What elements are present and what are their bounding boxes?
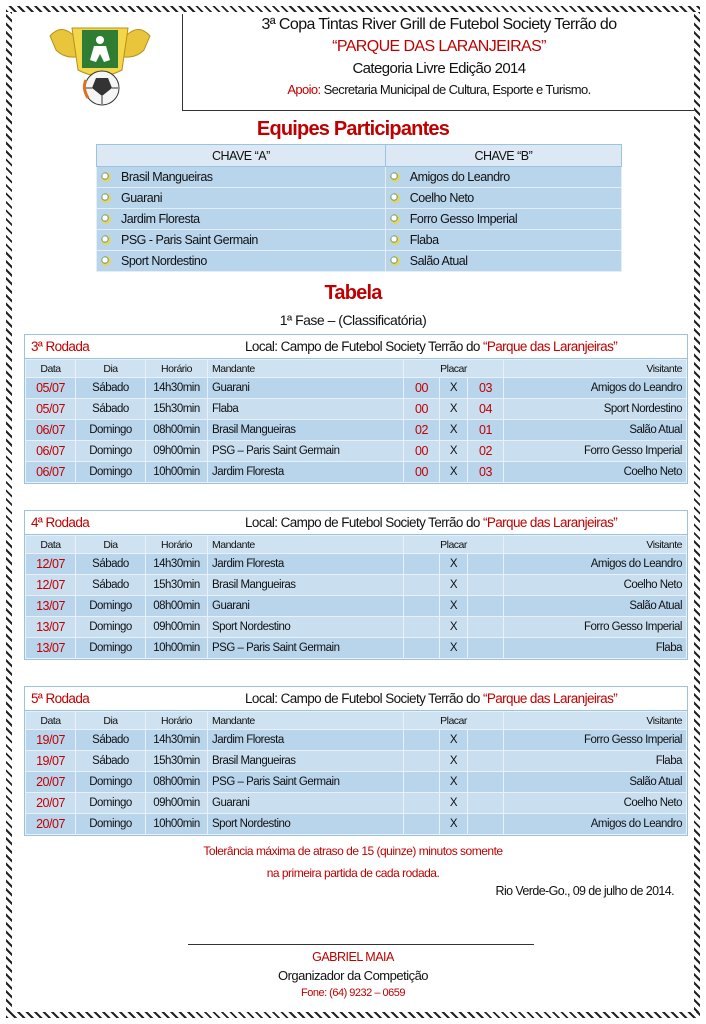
game-row [26,814,687,835]
game-row [26,441,687,462]
home-score [404,772,440,793]
game-day: Sábado [76,399,146,420]
header [12,12,694,112]
game-day: Domingo [76,814,146,835]
col-date: Data [26,536,76,554]
away-score [468,772,504,793]
game-time: 15h30min [146,751,208,772]
game-day: Domingo [76,617,146,638]
schedule-title: Tabela [324,282,382,304]
home-score: 02 [404,420,440,441]
home-team: PSG – Paris Saint Germain [208,772,404,793]
game-date: 20/07 [26,814,76,835]
away-team: Amigos do Leandro [504,378,687,399]
round-table [24,334,688,484]
versus-mark: X [440,638,468,659]
col-day: Dia [76,360,146,378]
home-team: Jardim Floresta [208,730,404,751]
home-team: Guarani [208,793,404,814]
game-day: Domingo [76,793,146,814]
game-time: 14h30min [146,730,208,751]
team-name: Jardim Floresta [121,212,200,226]
round-header [25,687,687,711]
organizer-role: Organizador da Competição [277,968,429,983]
team-name: Flaba [409,233,439,247]
team-a-cell [97,209,386,230]
games-table [25,711,687,835]
team-name: Coelho Neto [409,191,474,205]
game-day: Sábado [76,378,146,399]
away-score: 04 [468,399,504,420]
away-team: Amigos do Leandro [504,554,687,575]
game-row [26,638,687,659]
game-row [26,399,687,420]
away-score [468,554,504,575]
col-time: Horário [146,712,208,730]
versus-mark: X [440,751,468,772]
home-score [404,596,440,617]
game-time: 10h00min [146,638,208,659]
soccer-ball-icon [101,235,111,245]
versus-mark: X [440,399,468,420]
group-b-header: CHAVE “B” [385,145,621,167]
teams-table [96,144,622,272]
support-text: Secretaria Municipal de Cultura, Esporte e Turismo. [320,82,591,97]
away-score [468,617,504,638]
game-day: Domingo [76,462,146,483]
soccer-ball-icon [101,193,111,203]
soccer-ball-icon [390,172,400,182]
versus-mark: X [440,772,468,793]
header-divider-horizontal [182,110,694,111]
versus-mark: X [440,575,468,596]
team-name: Amigos do Leandro [409,170,510,184]
signature-line [188,944,534,945]
document-page [12,12,694,1012]
game-day: Sábado [76,730,146,751]
team-b-cell [385,209,621,230]
games-header-row [26,536,687,554]
soccer-ball-icon [101,214,111,224]
home-score: 00 [404,441,440,462]
away-team: Salão Atual [504,420,687,441]
game-date: 06/07 [26,420,76,441]
game-time: 15h30min [146,575,208,596]
location-place: “Parque das Laranjeiras” [482,515,618,530]
away-score: 02 [468,441,504,462]
col-day: Dia [76,536,146,554]
home-score [404,751,440,772]
round-name: 5ª Rodada [31,691,90,706]
support-label: Apoio: [287,82,321,97]
category-edition: Categoria Livre Edição 2014 [352,60,526,77]
team-name: Sport Nordestino [121,254,207,268]
game-date: 20/07 [26,793,76,814]
game-time: 08h00min [146,772,208,793]
organizer-phone: Fone: (64) 9232 – 0659 [301,987,405,999]
team-a-cell [97,251,386,272]
away-score [468,638,504,659]
game-row [26,772,687,793]
soccer-ball-icon [390,256,400,266]
home-team: Brasil Mangueiras [208,751,404,772]
game-row [26,751,687,772]
col-date: Data [26,712,76,730]
game-time: 09h00min [146,793,208,814]
team-a-cell [97,230,386,251]
soccer-ball-icon [390,235,400,245]
away-score [468,575,504,596]
game-row [26,617,687,638]
round-name: 4ª Rodada [31,515,90,530]
away-score [468,793,504,814]
versus-mark: X [440,462,468,483]
game-date: 06/07 [26,462,76,483]
game-time: 10h00min [146,462,208,483]
team-row [97,251,622,272]
col-away: Visitante [504,712,687,730]
game-day: Sábado [76,575,146,596]
away-team: Amigos do Leandro [504,814,687,835]
home-team: PSG – Paris Saint Germain [208,638,404,659]
game-day: Sábado [76,554,146,575]
home-team: Brasil Mangueiras [208,420,404,441]
phase-subtitle: 1ª Fase – (Classificatória) [279,312,427,328]
team-a-cell [97,188,386,209]
round-location [245,339,617,354]
away-team: Salão Atual [504,772,687,793]
round-table [24,510,688,660]
game-date: 05/07 [26,399,76,420]
away-team: Flaba [504,638,687,659]
game-date: 20/07 [26,772,76,793]
location-place: “Parque das Laranjeiras” [482,691,618,706]
col-score: Placar [404,536,504,554]
soccer-ball-icon [101,172,111,182]
col-home: Mandante [208,360,404,378]
col-day: Dia [76,712,146,730]
team-row [97,209,622,230]
game-day: Domingo [76,772,146,793]
tolerance-note-line1: Tolerância máxima de atraso de 15 (quinze) minutos somente [203,844,503,858]
home-score: 00 [404,462,440,483]
game-time: 09h00min [146,441,208,462]
col-score: Placar [404,712,504,730]
game-day: Sábado [76,751,146,772]
col-date: Data [26,360,76,378]
col-away: Visitante [504,360,687,378]
away-score [468,814,504,835]
place-and-date: Rio Verde-Go., 09 de julho de 2014. [495,884,674,898]
games-table [25,359,687,483]
games-header-row [26,712,687,730]
header-text [184,14,694,100]
round-location [245,515,617,530]
team-b-cell [385,167,621,188]
away-score: 01 [468,420,504,441]
versus-mark: X [440,793,468,814]
game-row [26,575,687,596]
location-prefix: Local: Campo de Futebol Society Terrão do [245,339,483,354]
away-team: Sport Nordestino [504,399,687,420]
home-score [404,617,440,638]
header-divider-vertical [182,14,183,110]
game-date: 05/07 [26,378,76,399]
location-prefix: Local: Campo de Futebol Society Terrão do [245,691,483,706]
game-time: 14h30min [146,554,208,575]
game-date: 12/07 [26,554,76,575]
col-home: Mandante [208,536,404,554]
home-score [404,814,440,835]
versus-mark: X [440,554,468,575]
game-time: 10h00min [146,814,208,835]
game-date: 19/07 [26,751,76,772]
game-time: 08h00min [146,420,208,441]
game-time: 09h00min [146,617,208,638]
round-table [24,686,688,836]
away-team: Salão Atual [504,596,687,617]
team-name: Brasil Mangueiras [121,170,213,184]
team-b-cell [385,188,621,209]
team-row [97,167,622,188]
home-score: 00 [404,378,440,399]
team-name: Guarani [121,191,162,205]
col-home: Mandante [208,712,404,730]
home-team: PSG – Paris Saint Germain [208,441,404,462]
versus-mark: X [440,617,468,638]
trophy-logo-icon [42,16,158,108]
home-team: Guarani [208,378,404,399]
away-score: 03 [468,378,504,399]
home-score [404,575,440,596]
home-team: Brasil Mangueiras [208,575,404,596]
game-date: 13/07 [26,596,76,617]
home-team: Jardim Floresta [208,554,404,575]
game-row [26,793,687,814]
home-score [404,793,440,814]
team-name: Forro Gesso Imperial [409,212,518,226]
home-score: 00 [404,399,440,420]
game-row [26,554,687,575]
game-time: 15h30min [146,399,208,420]
home-score [404,730,440,751]
group-a-header: CHAVE “A” [97,145,386,167]
home-score [404,638,440,659]
away-team: Forro Gesso Imperial [504,441,687,462]
away-team: Forro Gesso Imperial [504,730,687,751]
home-team: Sport Nordestino [208,814,404,835]
away-score: 03 [468,462,504,483]
game-day: Domingo [76,638,146,659]
home-team: Sport Nordestino [208,617,404,638]
game-time: 08h00min [146,596,208,617]
soccer-ball-icon [390,193,400,203]
away-team: Forro Gesso Imperial [504,617,687,638]
location-prefix: Local: Campo de Futebol Society Terrão do [245,515,483,530]
away-score [468,596,504,617]
game-day: Domingo [76,420,146,441]
round-header [25,335,687,359]
team-name: PSG - Paris Saint Germain [121,233,258,247]
game-time: 14h30min [146,378,208,399]
games-header-row [26,360,687,378]
away-score [468,730,504,751]
game-row [26,420,687,441]
game-date: 13/07 [26,617,76,638]
game-date: 13/07 [26,638,76,659]
away-score [468,751,504,772]
venue-title: “PARQUE DAS LARANJEIRAS” [332,38,546,55]
versus-mark: X [440,730,468,751]
location-place: “Parque das Laranjeiras” [482,339,618,354]
game-row [26,378,687,399]
versus-mark: X [440,378,468,399]
round-location [245,691,617,706]
home-team: Flaba [208,399,404,420]
soccer-ball-icon [101,256,111,266]
team-name: Salão Atual [409,254,468,268]
organizer-name: GABRIEL MAIA [312,950,394,964]
versus-mark: X [440,814,468,835]
col-score: Placar [404,360,504,378]
game-date: 19/07 [26,730,76,751]
home-team: Jardim Floresta [208,462,404,483]
away-team: Coelho Neto [504,462,687,483]
round-header [25,511,687,535]
game-row [26,730,687,751]
round-name: 3ª Rodada [31,339,90,354]
team-a-cell [97,167,386,188]
away-team: Coelho Neto [504,575,687,596]
team-row [97,230,622,251]
versus-mark: X [440,596,468,617]
game-date: 06/07 [26,441,76,462]
soccer-ball-icon [390,214,400,224]
home-score [404,554,440,575]
teams-title: Equipes Participantes [256,118,450,140]
support-line [184,80,694,100]
versus-mark: X [440,420,468,441]
team-b-cell [385,251,621,272]
game-row [26,462,687,483]
home-team: Guarani [208,596,404,617]
game-day: Domingo [76,596,146,617]
game-day: Domingo [76,441,146,462]
team-row [97,188,622,209]
team-b-cell [385,230,621,251]
away-team: Coelho Neto [504,793,687,814]
col-time: Horário [146,536,208,554]
away-team: Flaba [504,751,687,772]
games-table [25,535,687,659]
game-row [26,596,687,617]
tournament-title: 3ª Copa Tintas River Grill de Futebol Society Terrão do [261,16,617,33]
versus-mark: X [440,441,468,462]
game-date: 12/07 [26,575,76,596]
col-time: Horário [146,360,208,378]
col-away: Visitante [504,536,687,554]
tolerance-note-line2: na primeira partida de cada rodada. [266,866,440,880]
